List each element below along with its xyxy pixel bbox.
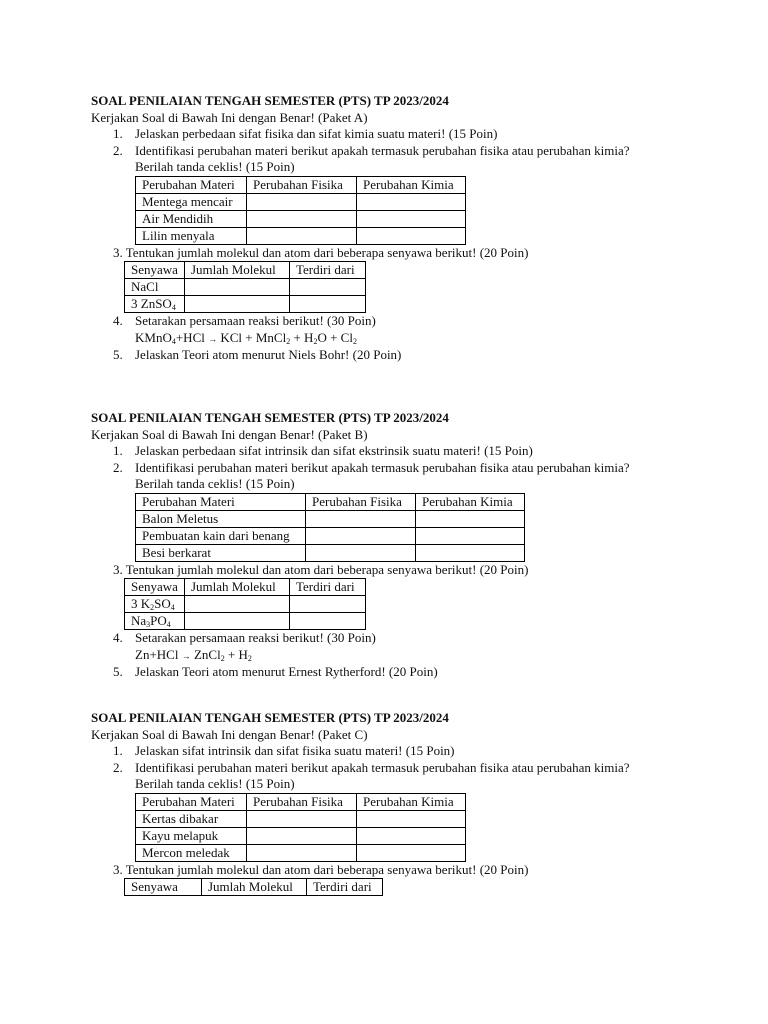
change-table [135, 793, 466, 862]
checkbox-cell[interactable] [416, 510, 525, 527]
question-number: 1. [113, 126, 123, 141]
section-title: SOAL PENILAIAN TENGAH SEMESTER (PTS) TP 2023/2024 [91, 93, 449, 108]
question-2 [91, 460, 676, 493]
checkbox-cell[interactable] [416, 544, 525, 561]
answer-cell[interactable] [184, 613, 289, 630]
checkbox-cell[interactable] [357, 193, 466, 210]
table-row [125, 596, 366, 613]
question-text-cont: Berilah tanda ceklis! (15 Poin) [135, 476, 295, 491]
question-text-cont: Berilah tanda ceklis! (15 Poin) [135, 776, 295, 791]
compound-cell: 3 ZnSO$_4$ [125, 296, 185, 313]
table-header: Perubahan Fisika [306, 493, 416, 510]
question-text: Jelaskan sifat intrinsik dan sifat fisika suatu materi! (15 Poin) [135, 743, 455, 758]
answer-cell[interactable] [184, 296, 289, 313]
question-text: Jelaskan perbedaan sifat fisika dan sifat kimia suatu materi! (15 Poin) [135, 126, 498, 141]
table-cell: Mercon meledak [136, 844, 247, 861]
table-header-row [125, 879, 383, 896]
section-instruction: Kerjakan Soal di Bawah Ini dengan Benar! (Paket C) [91, 726, 368, 742]
section-instruction: Kerjakan Soal di Bawah Ini dengan Benar! (Paket B) [91, 426, 368, 442]
answer-cell[interactable] [184, 596, 289, 613]
table-row [136, 193, 466, 210]
reaction-equation: Zn+HCl → ZnCl$_2$ + $H_2$ [135, 646, 252, 663]
compound-table [124, 878, 383, 896]
table-header-row [136, 793, 466, 810]
table-row [136, 227, 466, 244]
checkbox-cell[interactable] [247, 193, 357, 210]
table-cell: Kertas dibakar [136, 810, 247, 827]
checkbox-cell[interactable] [357, 827, 466, 844]
section-paket-b [91, 410, 676, 681]
question-number: 2. [113, 759, 123, 775]
compound-cell: 3 $K_2SO_4$ [125, 596, 185, 613]
answer-cell[interactable] [289, 296, 365, 313]
section-title: SOAL PENILAIAN TENGAH SEMESTER (PTS) TP 2023/2024 [91, 710, 449, 725]
question-4 [91, 630, 676, 664]
question-number: 1. [113, 443, 123, 458]
question-text: Jelaskan perbedaan sifat intrinsik dan sifat ekstrinsik suatu materi! (15 Poin) [135, 443, 533, 458]
question-text: Identifikasi perubahan materi berikut apakah termasuk perubahan fisika atau perubahan kimia? [135, 759, 630, 775]
table-row [136, 810, 466, 827]
table-cell: Lilin menyala [136, 227, 247, 244]
table-row [136, 527, 525, 544]
question-number: 4. [113, 630, 123, 645]
table-header: Perubahan Kimia [416, 493, 525, 510]
table-header: Perubahan Materi [136, 793, 247, 810]
question-text: Jelaskan Teori atom menurut Niels Bohr! (20 Poin) [135, 347, 402, 362]
question-text: Setarakan persamaan reaksi berikut! (30 Poin) [135, 630, 376, 645]
table-row [125, 613, 366, 630]
table-cell: Besi berkarat [136, 544, 306, 561]
question-1 [91, 743, 676, 760]
table-cell: Mentega mencair [136, 193, 247, 210]
answer-cell[interactable] [289, 279, 365, 296]
question-3: 3. Tentukan jumlah molekul dan atom dari beberapa senyawa berikut! (20 Poin) [113, 861, 529, 877]
question-text: Identifikasi perubahan materi berikut apakah termasuk perubahan fisika atau perubahan kimia? [135, 142, 630, 158]
change-table [135, 176, 466, 245]
table-row [136, 510, 525, 527]
checkbox-cell[interactable] [357, 810, 466, 827]
checkbox-cell[interactable] [306, 510, 416, 527]
question-text: Jelaskan Teori atom menurut Ernest Rytherford! (20 Poin) [135, 664, 438, 679]
table-row [125, 279, 366, 296]
question-text: Setarakan persamaan reaksi berikut! (30 Poin) [135, 313, 376, 328]
compound-cell: $Na_3PO_4$ [125, 613, 185, 630]
question-number: 1. [113, 743, 123, 758]
question-number: 2. [113, 142, 123, 158]
checkbox-cell[interactable] [306, 544, 416, 561]
table-header: Terdiri dari [289, 579, 365, 596]
question-2 [91, 143, 676, 176]
table-header: Perubahan Fisika [247, 176, 357, 193]
compound-cell: NaCl [125, 279, 185, 296]
table-header-row [125, 579, 366, 596]
checkbox-cell[interactable] [247, 227, 357, 244]
question-text-cont: Berilah tanda ceklis! (15 Poin) [135, 159, 295, 174]
change-table [135, 493, 525, 562]
question-2 [91, 760, 676, 793]
table-cell: Pembuatan kain dari benang [136, 527, 306, 544]
checkbox-cell[interactable] [416, 527, 525, 544]
table-cell: Balon Meletus [136, 510, 306, 527]
table-header: Perubahan Materi [136, 176, 247, 193]
table-header: Perubahan Kimia [357, 176, 466, 193]
table-header: Terdiri dari [289, 262, 365, 279]
answer-cell[interactable] [289, 596, 365, 613]
table-header: Senyawa [125, 579, 185, 596]
table-header: Perubahan Fisika [247, 793, 357, 810]
table-row [136, 544, 525, 561]
answer-cell[interactable] [184, 279, 289, 296]
question-4 [91, 313, 676, 347]
question-5 [91, 664, 676, 681]
question-1 [91, 443, 676, 460]
question-number: 4. [113, 313, 123, 328]
question-number: 2. [113, 459, 123, 475]
table-row [125, 296, 366, 313]
table-header: Senyawa [125, 262, 185, 279]
question-3: 3. Tentukan jumlah molekul dan atom dari beberapa senyawa berikut! (20 Poin) [113, 244, 529, 260]
table-cell: Air Mendidih [136, 210, 247, 227]
question-number: 5. [113, 347, 123, 362]
table-header-row [136, 176, 466, 193]
section-title: SOAL PENILAIAN TENGAH SEMESTER (PTS) TP 2023/2024 [91, 410, 449, 425]
checkbox-cell[interactable] [247, 810, 357, 827]
table-header: Jumlah Molekul [184, 262, 289, 279]
table-row [136, 844, 466, 861]
answer-cell[interactable] [289, 613, 365, 630]
table-header-row [125, 262, 366, 279]
table-header: Perubahan Kimia [357, 793, 466, 810]
table-header: Terdiri dari [307, 879, 383, 896]
checkbox-cell[interactable] [357, 210, 466, 227]
section-paket-a [91, 93, 676, 364]
checkbox-cell[interactable] [306, 527, 416, 544]
table-header: Perubahan Materi [136, 493, 306, 510]
question-number: 5. [113, 664, 123, 679]
table-header: Jumlah Molekul [184, 579, 289, 596]
table-row [136, 210, 466, 227]
checkbox-cell[interactable] [357, 227, 466, 244]
table-row [136, 827, 466, 844]
compound-table [124, 578, 366, 630]
question-5 [91, 347, 676, 364]
table-header: Jumlah Molekul [202, 879, 307, 896]
compound-table [124, 261, 366, 313]
question-text: Identifikasi perubahan materi berikut apakah termasuk perubahan fisika atau perubahan kimia? [135, 459, 630, 475]
checkbox-cell[interactable] [247, 844, 357, 861]
section-instruction: Kerjakan Soal di Bawah Ini dengan Benar! (Paket A) [91, 109, 368, 125]
question-1 [91, 126, 676, 143]
table-header-row [136, 493, 525, 510]
checkbox-cell[interactable] [357, 844, 466, 861]
table-header: Senyawa [125, 879, 202, 896]
checkbox-cell[interactable] [247, 210, 357, 227]
reaction-equation: KMnO$_4$+HCl → KCl + MnCl$_2$ + $H_2O + Cl_2$ [135, 329, 357, 346]
table-cell: Kayu melapuk [136, 827, 247, 844]
question-3: 3. Tentukan jumlah molekul dan atom dari beberapa senyawa berikut! (20 Poin) [113, 561, 529, 577]
checkbox-cell[interactable] [247, 827, 357, 844]
section-paket-c [91, 710, 676, 896]
